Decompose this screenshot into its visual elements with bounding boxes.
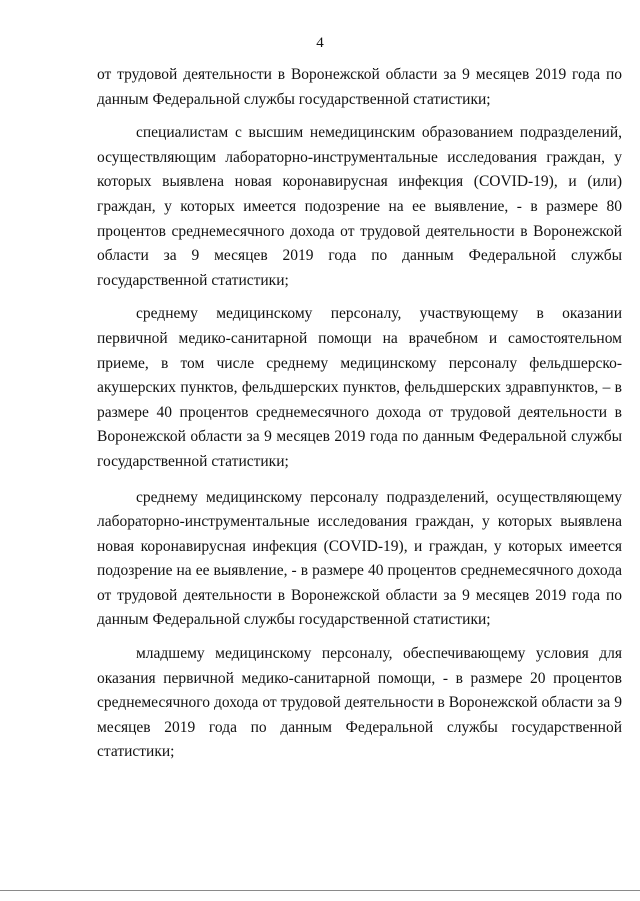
paragraph-junior-medical-staff: младшему медицинскому персоналу, обеспечивающему условия для оказания первичной медико-санитарной помощи, - в размере 20 процентов среднемесячного дохода от трудовой деятельности в Воронежской области за 9 месяцев 2019 года по данным Федеральной службы государственной статистики; xyxy=(97,645,622,761)
paragraph-mid-level-laboratory: среднему медицинскому персоналу подразделений, осуществляющему лабораторно-инструментальные исследования граждан, у которых выявлена новая коронавирусная инфекция (COVID-19), и граждан, у которых имеется подозрение на ее выявление, - в размере 40 процентов среднемесячного дохода от трудовой деятельности в Воронежской области за 9 месяцев 2019 года по данным Федеральной службы государственной статистики; xyxy=(97,488,622,629)
paragraph-continuation: от трудовой деятельности в Воронежской области за 9 месяцев 2019 года по данным Федеральной службы государственной статистики; xyxy=(97,66,622,108)
page-number: 4 xyxy=(316,35,324,51)
document-body xyxy=(97,63,622,765)
paragraph-mid-level-primary-care: среднему медицинскому персоналу, участвующему в оказании первичной медико-санитарной помощи на врачебном и самостоятельном приеме, в том числе среднему медицинскому персоналу фельдшерско-акушерских пунктов, фельдшерских пунктов, фельдшерских здравпунктов, – в размере 40 процентов среднемесячного дохода от трудовой деятельности в Воронежской области за 9 месяцев 2019 года по данным Федеральной службы государственной статистики; xyxy=(97,305,622,470)
page-bottom-divider xyxy=(0,890,640,891)
paragraph-nonmedical-specialists: специалистам с высшим немедицинским образованием подразделений, осуществляющим лабораторно-инструментальные исследования граждан, у которых выявлена новая коронавирусная инфекция (COVID-19), и (или) граждан, у которых имеется подозрение на ее выявление, - в размере 80 процентов среднемесячного дохода от трудовой деятельности в Воронежской области за 9 месяцев 2019 года по данным Федеральной службы государственной статистики; xyxy=(97,124,622,289)
